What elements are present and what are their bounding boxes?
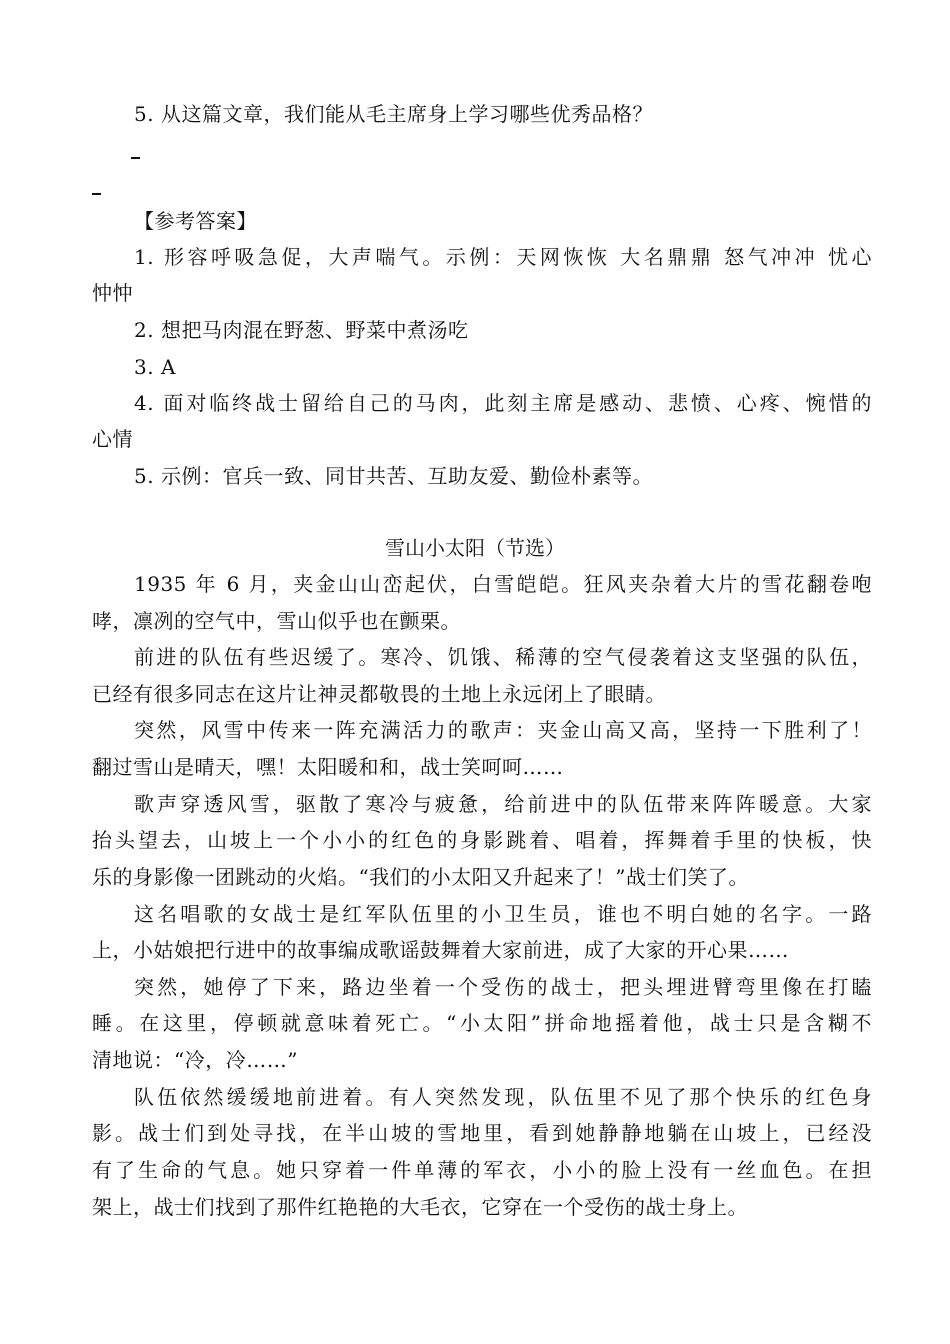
article-line: 突然，她停了下来，路边坐着一个受伤的战士，把头埋进臂弯里像在打瞌 <box>134 975 872 999</box>
answer-1-line-2: 忡忡 <box>92 281 133 305</box>
answer-3: 3. A <box>134 355 176 379</box>
answer-5: 5. 示例：官兵一致、同甘共苦、互助友爱、勤俭朴素等。 <box>134 464 653 488</box>
question-5: 5. 从这篇文章，我们能从毛主席身上学习哪些优秀品格？ <box>134 102 653 126</box>
article-title: 雪山小太阳（节选） <box>385 536 565 560</box>
article-line: 影。战士们到处寻找，在半山坡的雪地里，看到她静静地躺在山坡上，已经没 <box>92 1121 872 1145</box>
article-line: 1935 年 6 月，夹金山山峦起伏，白雪皑皑。狂风夹杂着大片的雪花翻卷咆 <box>134 572 872 596</box>
answers-heading: 【参考答案】 <box>134 209 257 233</box>
article-line: 哮，凛冽的空气中，雪山似乎也在颤栗。 <box>92 609 461 633</box>
article-line: 翻过雪山是晴天，嘿！太阳暖和和，战士笑呵呵…… <box>92 755 564 779</box>
article-line: 抬头望去，山坡上一个小小的红色的身影跳着、唱着，挥舞着手里的快板，快 <box>92 828 872 852</box>
article-line: 前进的队伍有些迟缓了。寒冷、饥饿、稀薄的空气侵袭着这支坚强的队伍， <box>134 645 872 669</box>
answer-4-line-1: 4. 面对临终战士留给自己的马肉，此刻主席是感动、悲愤、心疼、惋惜的 <box>134 391 872 415</box>
article-line: 睡。在这里，停顿就意味着死亡。“小太阳”拼命地摇着他，战士只是含糊不 <box>92 1011 872 1035</box>
article-line: 突然，风雪中传来一阵充满活力的歌声：夹金山高又高，坚持一下胜利了！ <box>134 718 872 742</box>
article-line: 队伍依然缓缓地前进着。有人突然发现，队伍里不见了那个快乐的红色身 <box>134 1085 872 1109</box>
article-line: 歌声穿透风雪，驱散了寒冷与疲惫，给前进中的队伍带来阵阵暖意。大家 <box>134 792 872 816</box>
answer-blank-2 <box>92 193 101 195</box>
article-line: 清地说：“冷，冷……” <box>92 1048 298 1072</box>
answer-1-line-1: 1. 形容呼吸急促，大声喘气。示例：天网恢恢 大名鼎鼎 怒气冲冲 忧心 <box>134 245 872 269</box>
article-line: 上，小姑娘把行进中的故事编成歌谣鼓舞着大家前进，成了大家的开心果…… <box>92 938 789 962</box>
article-line: 这名唱歌的女战士是红军队伍里的小卫生员，谁也不明白她的名字。一路 <box>134 902 872 926</box>
article-line: 乐的身影像一团跳动的火焰。“我们的小太阳又升起来了！”战士们笑了。 <box>92 865 749 889</box>
answer-2: 2. 想把马肉混在野葱、野菜中煮汤吃 <box>134 318 469 342</box>
article-line: 已经有很多同志在这片让神灵都敬畏的土地上永远闭上了眼睛。 <box>92 682 666 706</box>
article-line: 架上，战士们找到了那件红艳艳的大毛衣，它穿在一个受伤的战士身上。 <box>92 1195 748 1219</box>
answer-blank-1 <box>131 157 140 159</box>
article-line: 有了生命的气息。她只穿着一件单薄的军衣，小小的脸上没有一丝血色。在担 <box>92 1158 872 1182</box>
answer-4-line-2: 心情 <box>92 427 133 451</box>
